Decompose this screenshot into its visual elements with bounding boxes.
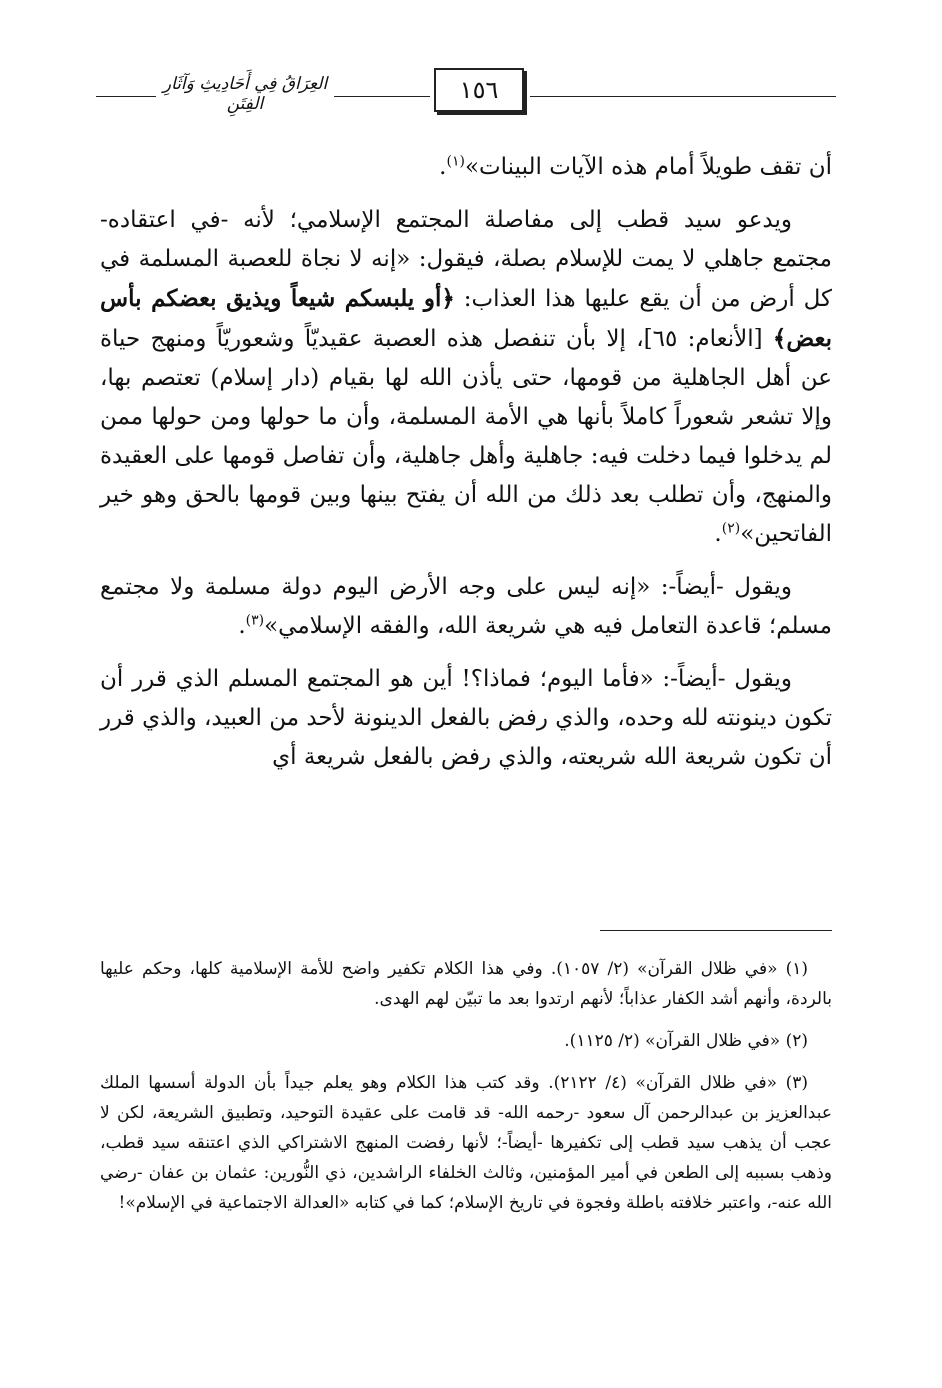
paragraph-4-text: ويقول -أيضاً-: «فأما اليوم؛ فماذا؟! أين هو المجتمع المسلم الذي قرر أن تكون دينونته لله وحده، والذي رفض بالفعل الدينونة لأحد من العبيد، والذي قرر أن تكون شريعة الله شريعته، والذي رفض بالفعل شريعة أي (100, 666, 832, 770)
paragraph-4 (100, 660, 832, 777)
main-text (100, 148, 832, 791)
book-title: العِرَاقُ فِي أَحَادِيثِ وَآثَارِ الفِتَنِ (162, 74, 328, 114)
paragraph-1-end: . (439, 154, 447, 180)
paragraph-1 (100, 148, 832, 187)
page-header (96, 64, 836, 120)
paragraph-2 (100, 201, 832, 554)
header-rule-right (530, 96, 836, 97)
paragraph-3 (100, 568, 832, 646)
paragraph-2-text-b: [الأنعام: ٦٥]، إلا بأن تنفصل هذه العصبة عقيديّاً وشعوريّاً ومنهج حياة عن أهل الجاهلية من قومها، حتى يأذن الله لها بقيام (دار إسلام) تعتصم بها، وإلا تشعر شعوراً كاملاً بأنها هي الأمة المسلمة، وأن ما حولها ومن حولها ممن لم يدخلوا فيما دخلت فيه: جاهلية وأهل جاهلية، وأن تفاصل قومها على العقيدة والمنهج، وأن تطلب بعد ذلك من الله أن يفتح بينها وبين قومها بالحق وهو خير الفاتحين» (100, 326, 832, 547)
paragraph-3-end: . (238, 613, 246, 639)
footnote-ref-3: (٣) (245, 612, 265, 629)
header-rule-left (96, 96, 156, 97)
paragraph-3-text: ويقول -أيضاً-: «إنه ليس على وجه الأرض اليوم دولة مسلمة ولا مجتمع مسلم؛ قاعدة التعامل فيه هي شريعة الله، والفقه الإسلامي» (100, 574, 832, 639)
paragraph-1-text: أن تقف طويلاً أمام هذه الآيات البينات» (464, 154, 832, 180)
footnote-ref-2: (٢) (721, 520, 741, 537)
footnote-divider (600, 930, 832, 931)
page-number: ١٥٦ (434, 68, 524, 112)
footnote-3: (٣) «في ظلال القرآن» (٤/ ٢١٢٢). وقد كتب هذا الكلام وهو يعلم جيداً بأن الدولة أسسها الملك عبدالعزيز بن عبدالرحمن آل سعود -رحمه الله- قد قامت على عقيدة التوحيد، وتطبيق الشريعة، لكن لا عجب أن يذهب سيد قطب إلى تكفيرها -أيضاً-؛ لأنها رفضت المنهج الاشتراكي الذي اعتنقه سيد قطب، وذهب بسببه إلى الطعن في أمير المؤمنين، وثالث الخلفاء الراشدين، ذي النُّورين: عثمان بن عفان -رضي الله عنه-، واعتبر خلافته باطلة وفجوة في تاريخ الإسلام؛ كما في كتابه «العدالة الاجتماعية في الإسلام»! (100, 1073, 832, 1213)
footnote-2: (٢) «في ظلال القرآن» (٢/ ١١٢٥). (564, 1031, 808, 1051)
header-rule-middle (334, 96, 430, 97)
footnote-ref-1: (١) (446, 153, 465, 170)
footnote-1: (١) «في ظلال القرآن» (٢/ ١٠٥٧). وفي هذا الكلام تكفير واضح للأمة الإسلامية كلها، وحكم عليها بالردة، وأنهم أشد الكفار عذاباً؛ لأنهم ارتدوا بعد ما تبيّن لهم الهدى. (100, 959, 832, 1009)
footnotes (100, 954, 832, 1230)
paragraph-2-end: . (714, 521, 722, 547)
paragraph-2-text-a: ويدعو سيد قطب إلى مفاصلة المجتمع الإسلامي؛ لأنه -في اعتقاده- مجتمع جاهلي لا يمت للإسلام بصلة، فيقول: «إنه لا نجاة للعصبة المسلمة في كل أرض من أن يقع عليها هذا العذاب: (100, 207, 832, 312)
quran-verse: ﴿أو يلبسكم شيعاً ويذيق بعضكم بأس بعض﴾ (100, 285, 832, 352)
